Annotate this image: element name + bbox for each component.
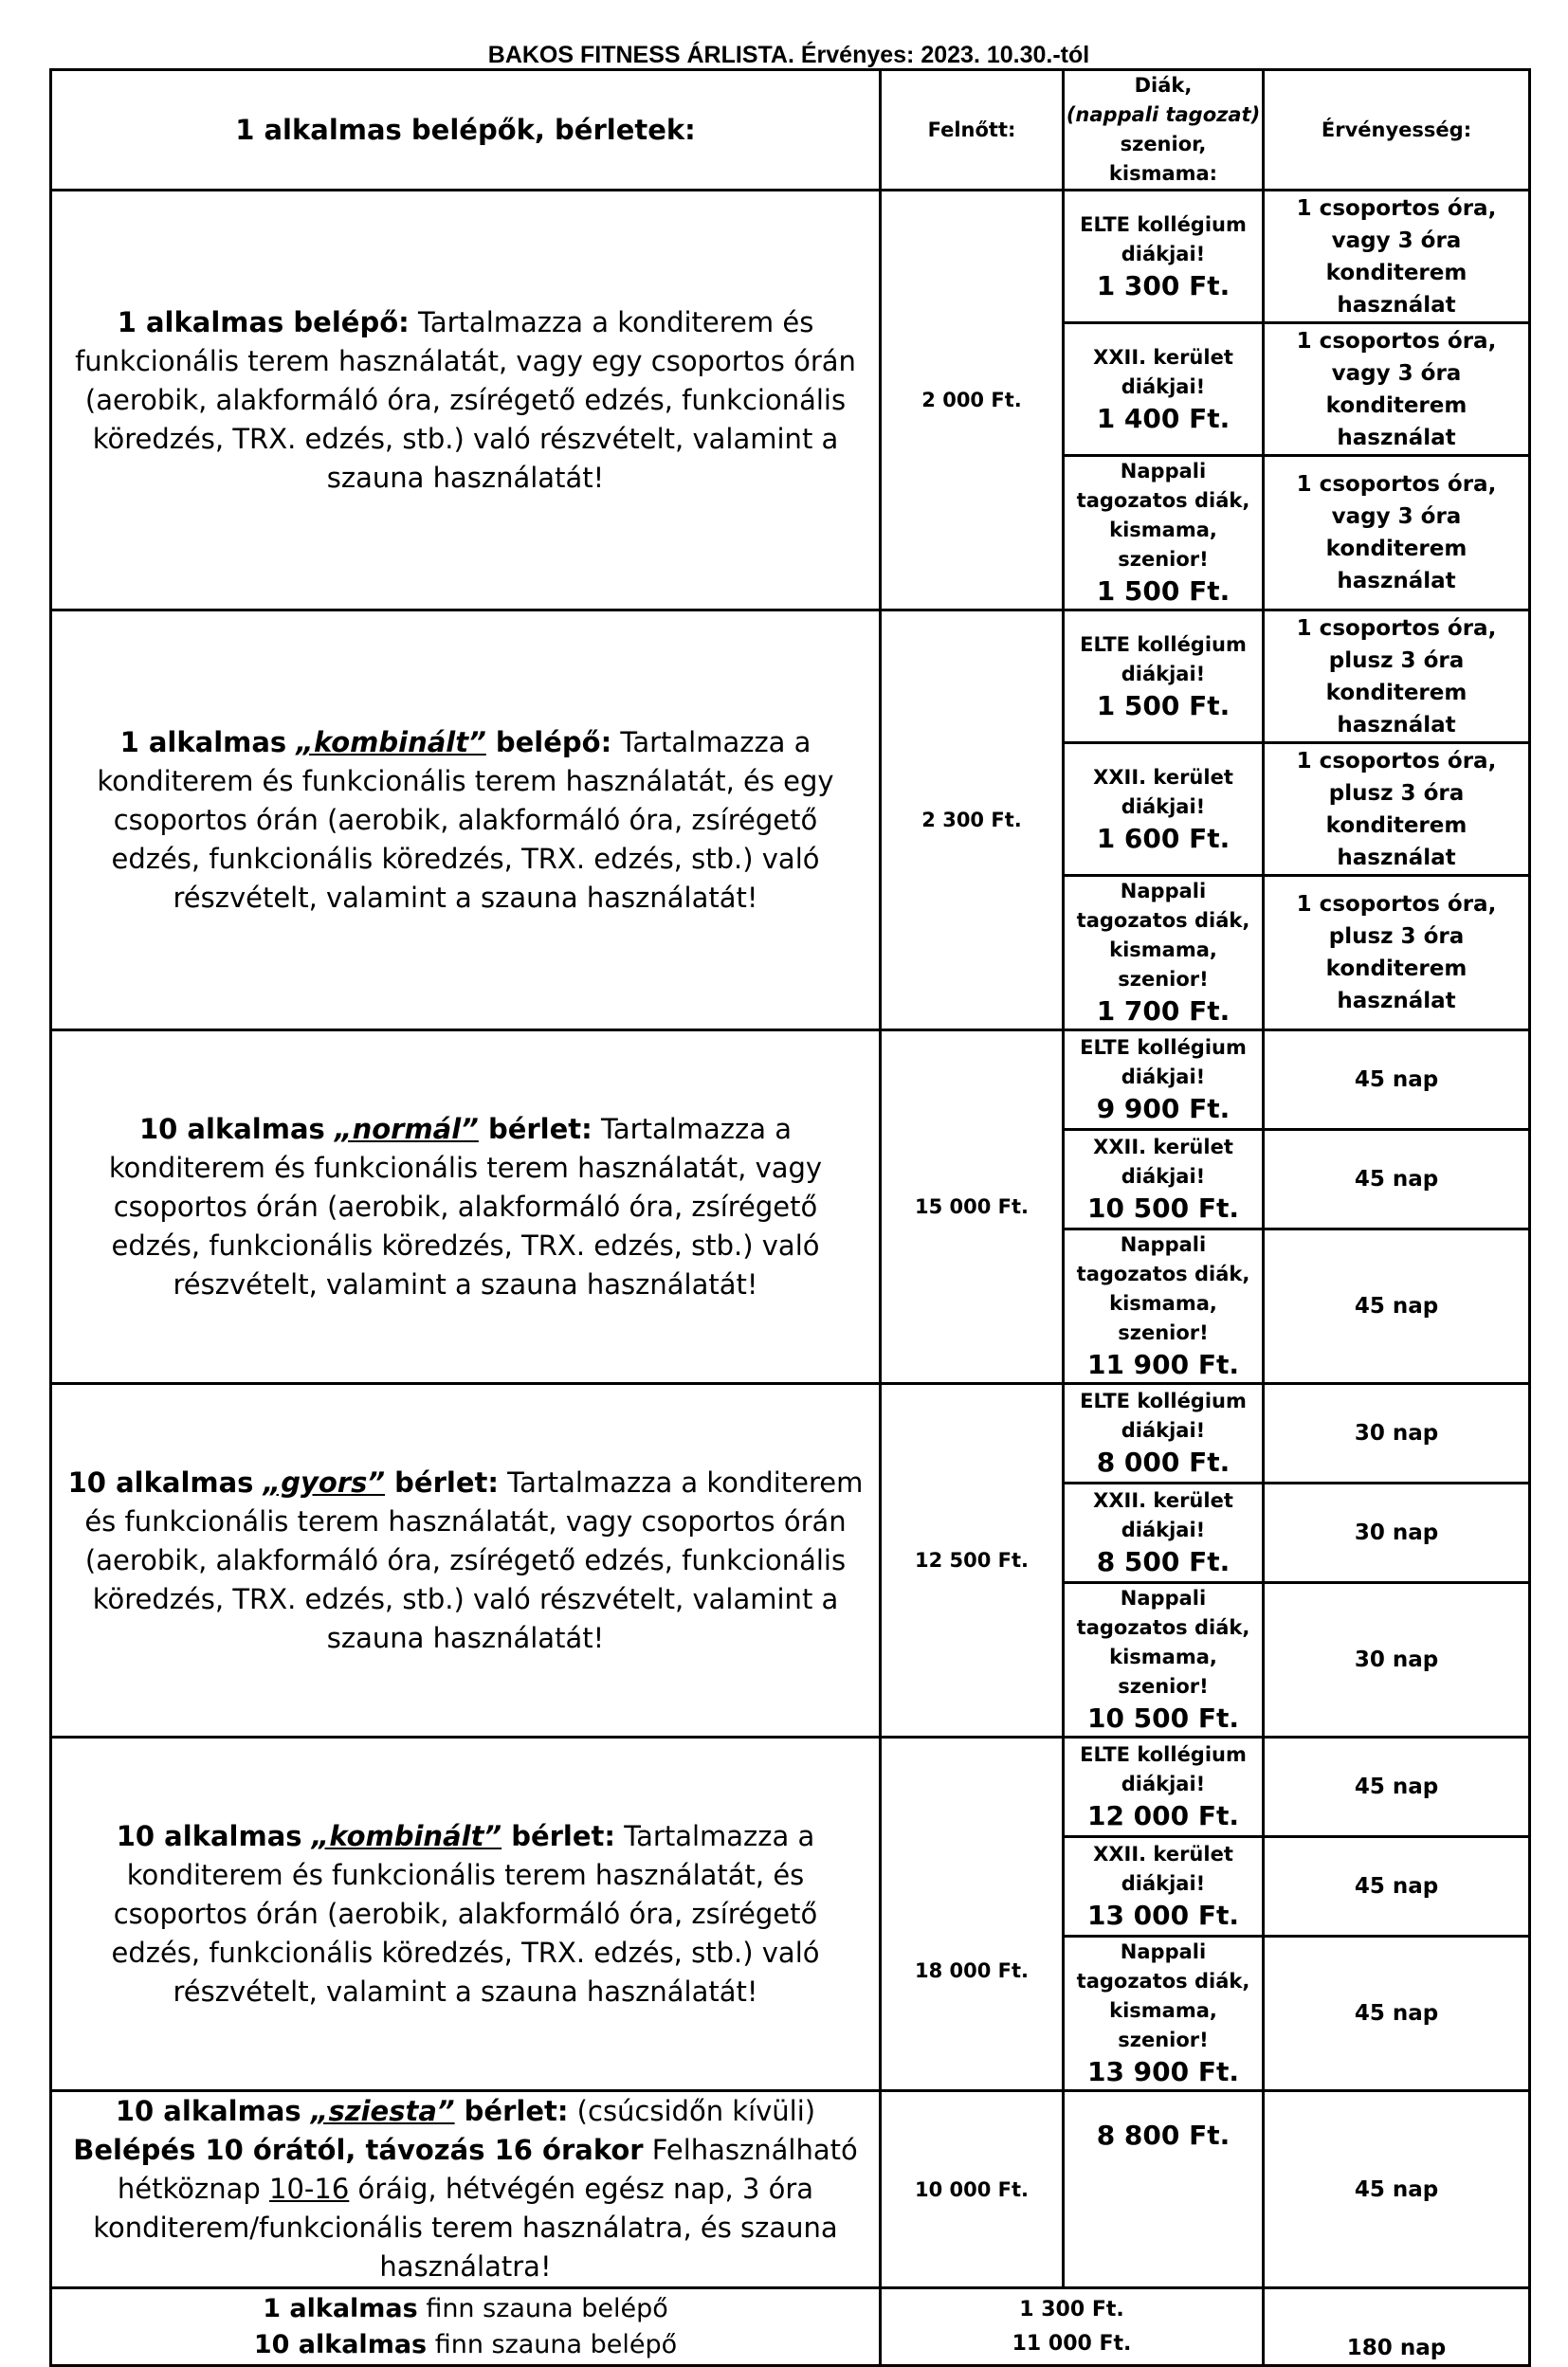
student-price-cell: ELTE kollégium diákjai! 12 000 Ft. bbox=[1064, 1738, 1264, 1837]
validity-cell: 45 nap bbox=[1264, 1229, 1530, 1384]
header-service: 1 alkalmas belépők, bérletek: bbox=[51, 70, 881, 191]
validity-cell: 1 csoportos óra, vagy 3 óra konditerem használat bbox=[1264, 456, 1530, 610]
adult-price: 2 000 Ft. bbox=[881, 191, 1064, 610]
service-description: 10 alkalmas „gyors” bérlet: Tartalmazza a konditerem és funkcionális terem használatát, vagy csoportos órán (aerobik, alakformáló óra, zsírégető edzés, funkcionális köredzés, TRX. edzés, stb.) való részvételt, valamint a szauna használatát! bbox=[51, 1384, 881, 1738]
header-student: Diák, (nappali tagozat) szenior, kismama: bbox=[1064, 70, 1264, 191]
student-price-cell: 8 800 Ft. bbox=[1064, 2091, 1264, 2288]
validity-cell: 45 nap bbox=[1264, 1130, 1530, 1229]
service-description: 1 alkalmas belépő: Tartalmazza a konditerem és funkcionális terem használatát, vagy egy csoportos órán (aerobik, alakformáló óra, zsírégető edzés, funkcionális köredzés, TRX. edzés, stb.) való részvételt, valamint a szauna használatát! bbox=[51, 191, 881, 610]
sauna-description: 1 alkalmas finn szauna belépő 10 alkalmas finn szauna belépő bbox=[51, 2288, 881, 2366]
validity-cell: 1 csoportos óra, plusz 3 óra konditerem használat bbox=[1264, 876, 1530, 1030]
validity-cell: 30 nap bbox=[1264, 1484, 1530, 1583]
student-price-cell: XXII. kerület diákjai! 8 500 Ft. bbox=[1064, 1484, 1264, 1583]
validity-cell: 180 nap bbox=[1264, 2288, 1530, 2366]
adult-price: 15 000 Ft. bbox=[881, 1030, 1064, 1384]
student-price-cell: Nappali tagozatos diák, kismama, szenior! 13 900 Ft. bbox=[1064, 1937, 1264, 2091]
adult-price: 2 300 Ft. bbox=[881, 610, 1064, 1030]
header-validity: Érvényesség: bbox=[1264, 70, 1530, 191]
page-title: BAKOS FITNESS ÁRLISTA. Érvényes: 2023. 10.30.-tól bbox=[487, 42, 1090, 68]
table-row-siesta bbox=[51, 2091, 1530, 2288]
student-price-cell: XXII. kerület diákjai! 1 600 Ft. bbox=[1064, 743, 1264, 876]
validity-cell: 45 nap bbox=[1264, 1030, 1530, 1130]
table-header bbox=[51, 70, 1530, 191]
service-description: 1 alkalmas „kombinált” belépő: Tartalmazza a konditerem és funkcionális terem használatát, és egy csoportos órán (aerobik, alakformáló óra, zsírégető edzés, funkcionális köredzés, TRX. edzés, stb.) való részvételt, valamint a szauna használatát! bbox=[51, 610, 881, 1030]
adult-price: 18 000 Ft. bbox=[881, 1738, 1064, 2091]
validity-cell: 45 nap bbox=[1264, 2091, 1530, 2288]
validity-cell: 45 nap bbox=[1264, 1837, 1530, 1937]
service-description: 10 alkalmas „sziesta” bérlet: (csúcsidőn kívüli) Belépés 10 órától, távozás 16 órakor Felhasználható hétköznap 10-16 óráig, hétvégén egész nap, 3 óra konditerem/funkcionális terem használatra, és szauna használatra! bbox=[51, 2091, 881, 2288]
validity-cell: 1 csoportos óra, vagy 3 óra konditerem használat bbox=[1264, 323, 1530, 456]
validity-cell: 1 csoportos óra, plusz 3 óra konditerem használat bbox=[1264, 610, 1530, 743]
student-price-cell: ELTE kollégium diákjai! 1 500 Ft. bbox=[1064, 610, 1264, 743]
student-price-cell: ELTE kollégium diákjai! 8 000 Ft. bbox=[1064, 1384, 1264, 1484]
table-row bbox=[51, 1738, 1530, 1837]
service-description: 10 alkalmas „kombinált” bérlet: Tartalmazza a konditerem és funkcionális terem használatát, és csoportos órán (aerobik, alakformáló óra, zsírégető edzés, funkcionális köredzés, TRX. edzés, stb.) való részvételt, valamint a szauna használatát! bbox=[51, 1738, 881, 2091]
sauna-price: 1 300 Ft. 11 000 Ft. bbox=[881, 2288, 1264, 2366]
header-adult: Felnőtt: bbox=[881, 70, 1064, 191]
student-price-cell: Nappali tagozatos diák, kismama, szenior! 1 700 Ft. bbox=[1064, 876, 1264, 1030]
table-row bbox=[51, 191, 1530, 323]
adult-price: 10 000 Ft. bbox=[881, 2091, 1064, 2288]
price-table bbox=[49, 68, 1531, 2367]
table-row bbox=[51, 1384, 1530, 1484]
student-price-cell: XXII. kerület diákjai! 10 500 Ft. bbox=[1064, 1130, 1264, 1229]
validity-cell: 45 nap bbox=[1264, 1937, 1530, 2091]
validity-cell: 30 nap bbox=[1264, 1384, 1530, 1484]
student-price-cell: XXII. kerület diákjai! 13 000 Ft. bbox=[1064, 1837, 1264, 1937]
validity-cell: 30 nap bbox=[1264, 1583, 1530, 1738]
student-price-cell: ELTE kollégium diákjai! 1 300 Ft. bbox=[1064, 191, 1264, 323]
table-row bbox=[51, 1030, 1530, 1130]
student-price-cell: Nappali tagozatos diák, kismama, szenior! 10 500 Ft. bbox=[1064, 1583, 1264, 1738]
adult-price: 12 500 Ft. bbox=[881, 1384, 1064, 1738]
student-price-cell: Nappali tagozatos diák, kismama, szenior! 11 900 Ft. bbox=[1064, 1229, 1264, 1384]
validity-cell: 1 csoportos óra, vagy 3 óra konditerem használat bbox=[1264, 191, 1530, 323]
validity-cell: 45 nap bbox=[1264, 1738, 1530, 1837]
student-price-cell: XXII. kerület diákjai! 1 400 Ft. bbox=[1064, 323, 1264, 456]
service-description: 10 alkalmas „normál” bérlet: Tartalmazza a konditerem és funkcionális terem használatát, vagy csoportos órán (aerobik, alakformáló óra, zsírégető edzés, funkcionális köredzés, TRX. edzés, stb.) való részvételt, valamint a szauna használatát! bbox=[51, 1030, 881, 1384]
table-row bbox=[51, 610, 1530, 743]
validity-cell: 1 csoportos óra, plusz 3 óra konditerem használat bbox=[1264, 743, 1530, 876]
student-price-cell: Nappali tagozatos diák, kismama, szenior! 1 500 Ft. bbox=[1064, 456, 1264, 610]
table-row-sauna bbox=[51, 2288, 1530, 2366]
student-price-cell: ELTE kollégium diákjai! 9 900 Ft. bbox=[1064, 1030, 1264, 1130]
